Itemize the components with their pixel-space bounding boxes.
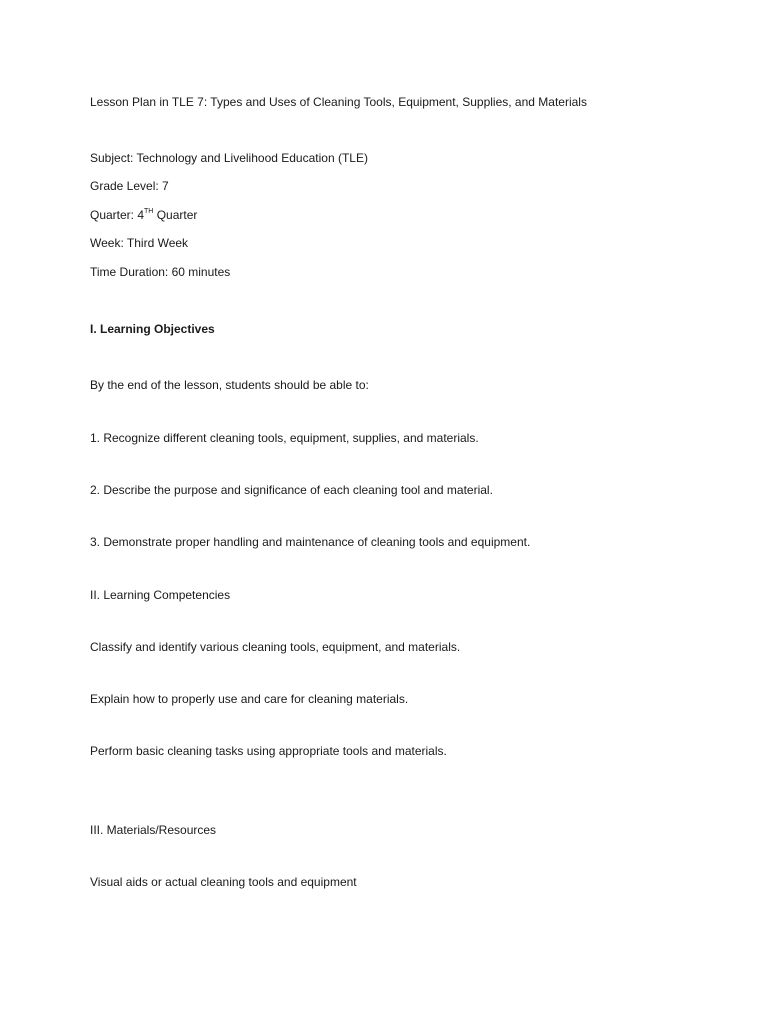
section-heading-objectives: I. Learning Objectives: [90, 322, 215, 336]
quarter-superscript: TH: [144, 208, 154, 215]
competency-item: Classify and identify various cleaning tools, equipment, and materials.: [90, 640, 461, 654]
competency-item: Explain how to properly use and care for cleaning materials.: [90, 692, 409, 706]
objective-item: 2. Describe the purpose and significance of each cleaning tool and material.: [90, 483, 493, 497]
week-line: Week: Third Week: [90, 236, 189, 250]
subject-line: Subject: Technology and Livelihood Education (TLE): [90, 151, 368, 165]
objectives-intro: By the end of the lesson, students should be able to:: [90, 378, 369, 392]
quarter-suffix: Quarter: [153, 208, 198, 222]
competency-item: Perform basic cleaning tasks using appropriate tools and materials.: [90, 744, 447, 758]
document-title: Lesson Plan in TLE 7: Types and Uses of Cleaning Tools, Equipment, Supplies, and Materials: [90, 95, 587, 109]
section-heading-competencies: II. Learning Competencies: [90, 588, 231, 602]
objective-item: 1. Recognize different cleaning tools, equipment, supplies, and materials.: [90, 431, 479, 445]
section-heading-materials: III. Materials/Resources: [90, 823, 217, 837]
time-duration-line: Time Duration: 60 minutes: [90, 265, 231, 279]
quarter-prefix: Quarter: 4: [90, 208, 145, 222]
quarter-line: [90, 208, 197, 222]
objective-item: 3. Demonstrate proper handling and maintenance of cleaning tools and equipment.: [90, 535, 531, 549]
grade-level-line: Grade Level: 7: [90, 179, 169, 193]
materials-item: Visual aids or actual cleaning tools and equipment: [90, 875, 357, 889]
